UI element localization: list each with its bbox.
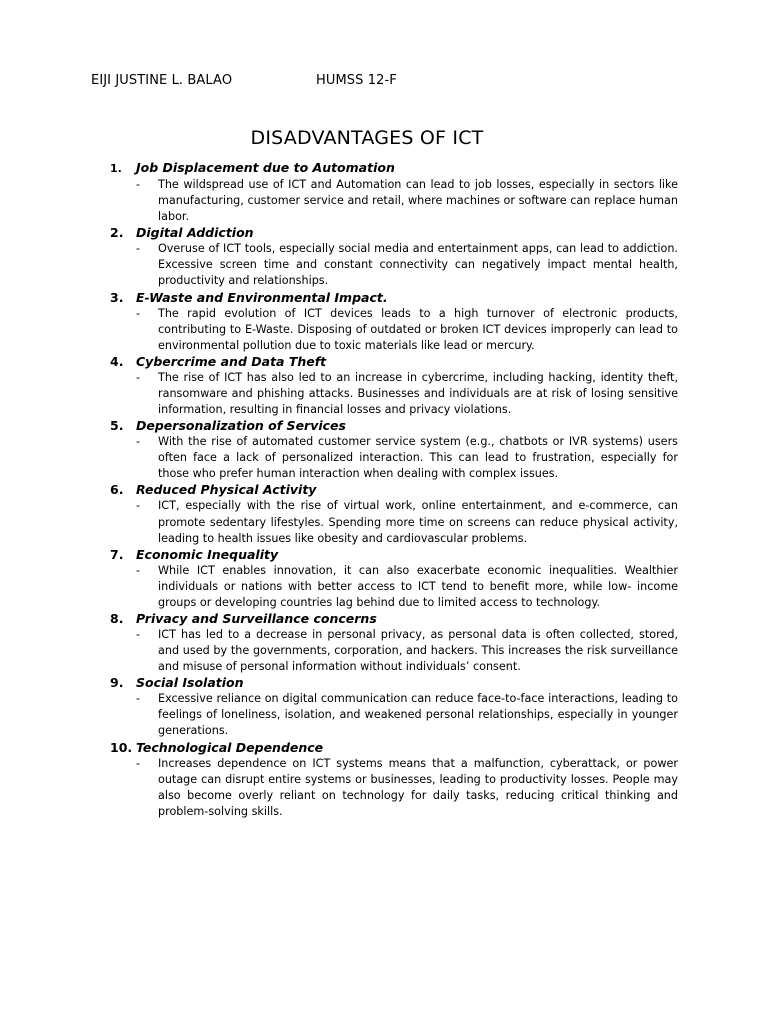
item-title: Reduced Physical Activity	[136, 482, 317, 498]
bullet-dash: -	[136, 435, 141, 449]
list-item	[110, 290, 678, 354]
item-title: Digital Addiction	[136, 225, 254, 241]
item-text: While ICT enables innovation, it can also exacerbate economic inequalities. Wealthier individuals or nations with better access to ICT tend to benefit more, while low- income groups or developing countries lag behind due to limited access to technology.	[158, 563, 678, 609]
item-text: The rapid evolution of ICT devices leads to a high turnover of electronic products, contributing to E-Waste. Disposing of outdated or broken ICT devices improperly can lead to environmental pollution due to toxic materials like lead or mercury.	[158, 306, 678, 352]
item-description	[136, 177, 678, 225]
item-title: E-Waste and Environmental Impact.	[136, 289, 388, 305]
item-description	[136, 691, 678, 739]
list-item	[110, 675, 678, 739]
item-description	[136, 498, 678, 546]
item-description	[136, 306, 678, 354]
item-title: Job Displacement due to Automation	[136, 160, 395, 175]
item-title: Economic Inequality	[136, 546, 279, 562]
list-item	[110, 611, 678, 675]
item-number: 2.	[110, 225, 124, 241]
bullet-dash: -	[136, 370, 141, 384]
list-item	[110, 482, 678, 546]
item-text: Overuse of ICT tools, especially social media and entertainment apps, can lead to addiction. Excessive screen time and constant connectivity can negatively impact mental health, productivity and relationships.	[158, 242, 678, 288]
student-name: EIJI JUSTINE L. BALAO	[91, 73, 233, 88]
item-description	[136, 627, 678, 675]
bullet-dash: -	[136, 692, 141, 706]
item-number: 9.	[110, 675, 124, 691]
item-title: Cybercrime and Data Theft	[136, 353, 327, 369]
item-text: ICT has led to a decrease in personal privacy, as personal data is often collected, stored, and used by the governments, corporation, and hackers. This increases the risk surveillance and misuse of personal information without individuals’ consent.	[158, 627, 678, 674]
item-heading	[110, 354, 678, 370]
bullet-dash: -	[136, 627, 141, 641]
item-number: 7.	[110, 546, 124, 562]
bullet-dash: -	[136, 499, 141, 513]
item-number: 1.	[110, 162, 122, 175]
item-text: The rise of ICT has also led to an increase in cybercrime, including hacking, identity theft, ransomware and phishing attacks. Businesses and individuals are at risk of losing sensitive information, resulting in financial losses and privacy violations.	[158, 370, 678, 417]
item-title: Depersonalization of Services	[136, 418, 346, 434]
item-title: Privacy and Surveillance concerns	[136, 610, 377, 626]
section-label: HUMSS 12-F	[316, 73, 397, 88]
item-heading	[110, 675, 678, 691]
item-text: ICT, especially with the rise of virtual work, online entertainment, and e-commerce, can promote sedentary lifestyles. Spending more time on screens can reduce physical activity, leading to health issues like obesity and cardiovascular problems.	[158, 499, 678, 545]
item-description	[136, 756, 678, 820]
item-heading	[110, 611, 678, 627]
item-heading	[110, 225, 678, 241]
item-number: 4.	[110, 353, 124, 369]
item-description	[136, 434, 678, 482]
item-number: 5.	[110, 418, 124, 434]
bullet-dash: -	[136, 242, 141, 256]
bullet-dash: -	[136, 563, 141, 577]
item-heading	[110, 160, 678, 177]
item-number: 3.	[110, 289, 124, 305]
list-item	[110, 354, 678, 418]
list-item	[110, 740, 678, 820]
item-description	[136, 241, 678, 289]
item-title: Social Isolation	[136, 675, 244, 691]
item-number: 10.	[110, 739, 133, 755]
item-heading	[110, 547, 678, 563]
document-title: DISADVANTAGES OF ICT	[250, 127, 484, 149]
document-header	[91, 73, 397, 88]
item-number: 8.	[110, 610, 124, 626]
list-item	[110, 225, 678, 289]
item-heading	[110, 290, 678, 306]
list-item	[110, 160, 678, 225]
item-text: Excessive reliance on digital communication can reduce face-to-face interactions, leading to feelings of loneliness, isolation, and weakened personal relationships, especially in younger generations.	[158, 692, 678, 738]
item-heading	[110, 482, 678, 498]
item-description	[136, 563, 678, 611]
list-item	[110, 418, 678, 482]
item-description	[136, 370, 678, 418]
list-item	[110, 547, 678, 611]
item-number: 6.	[110, 482, 124, 498]
bullet-dash: -	[136, 756, 141, 770]
item-text: Increases dependence on ICT systems means that a malfunction, cyberattack, or power outage can disrupt entire systems or businesses, leading to productivity losses. People may also become overly reliant on technology for daily tasks, reducing critical thinking and problem-solving skills.	[158, 756, 678, 818]
item-heading	[110, 418, 678, 434]
item-title: Technological Dependence	[136, 739, 324, 755]
bullet-dash: -	[136, 306, 141, 320]
item-text: The wildspread use of ICT and Automation can lead to job losses, especially in sectors like manufacturing, customer service and retail, where machines or software can replace human labor.	[158, 178, 678, 224]
item-heading	[110, 740, 678, 756]
disadvantages-list	[110, 160, 678, 820]
item-text: With the rise of automated customer service system (e.g., chatbots or IVR systems) users often face a lack of personalized interaction. This can lead to frustration, especially for those who prefer human interaction when dealing with complex issues.	[158, 435, 678, 481]
bullet-dash: -	[136, 178, 141, 191]
